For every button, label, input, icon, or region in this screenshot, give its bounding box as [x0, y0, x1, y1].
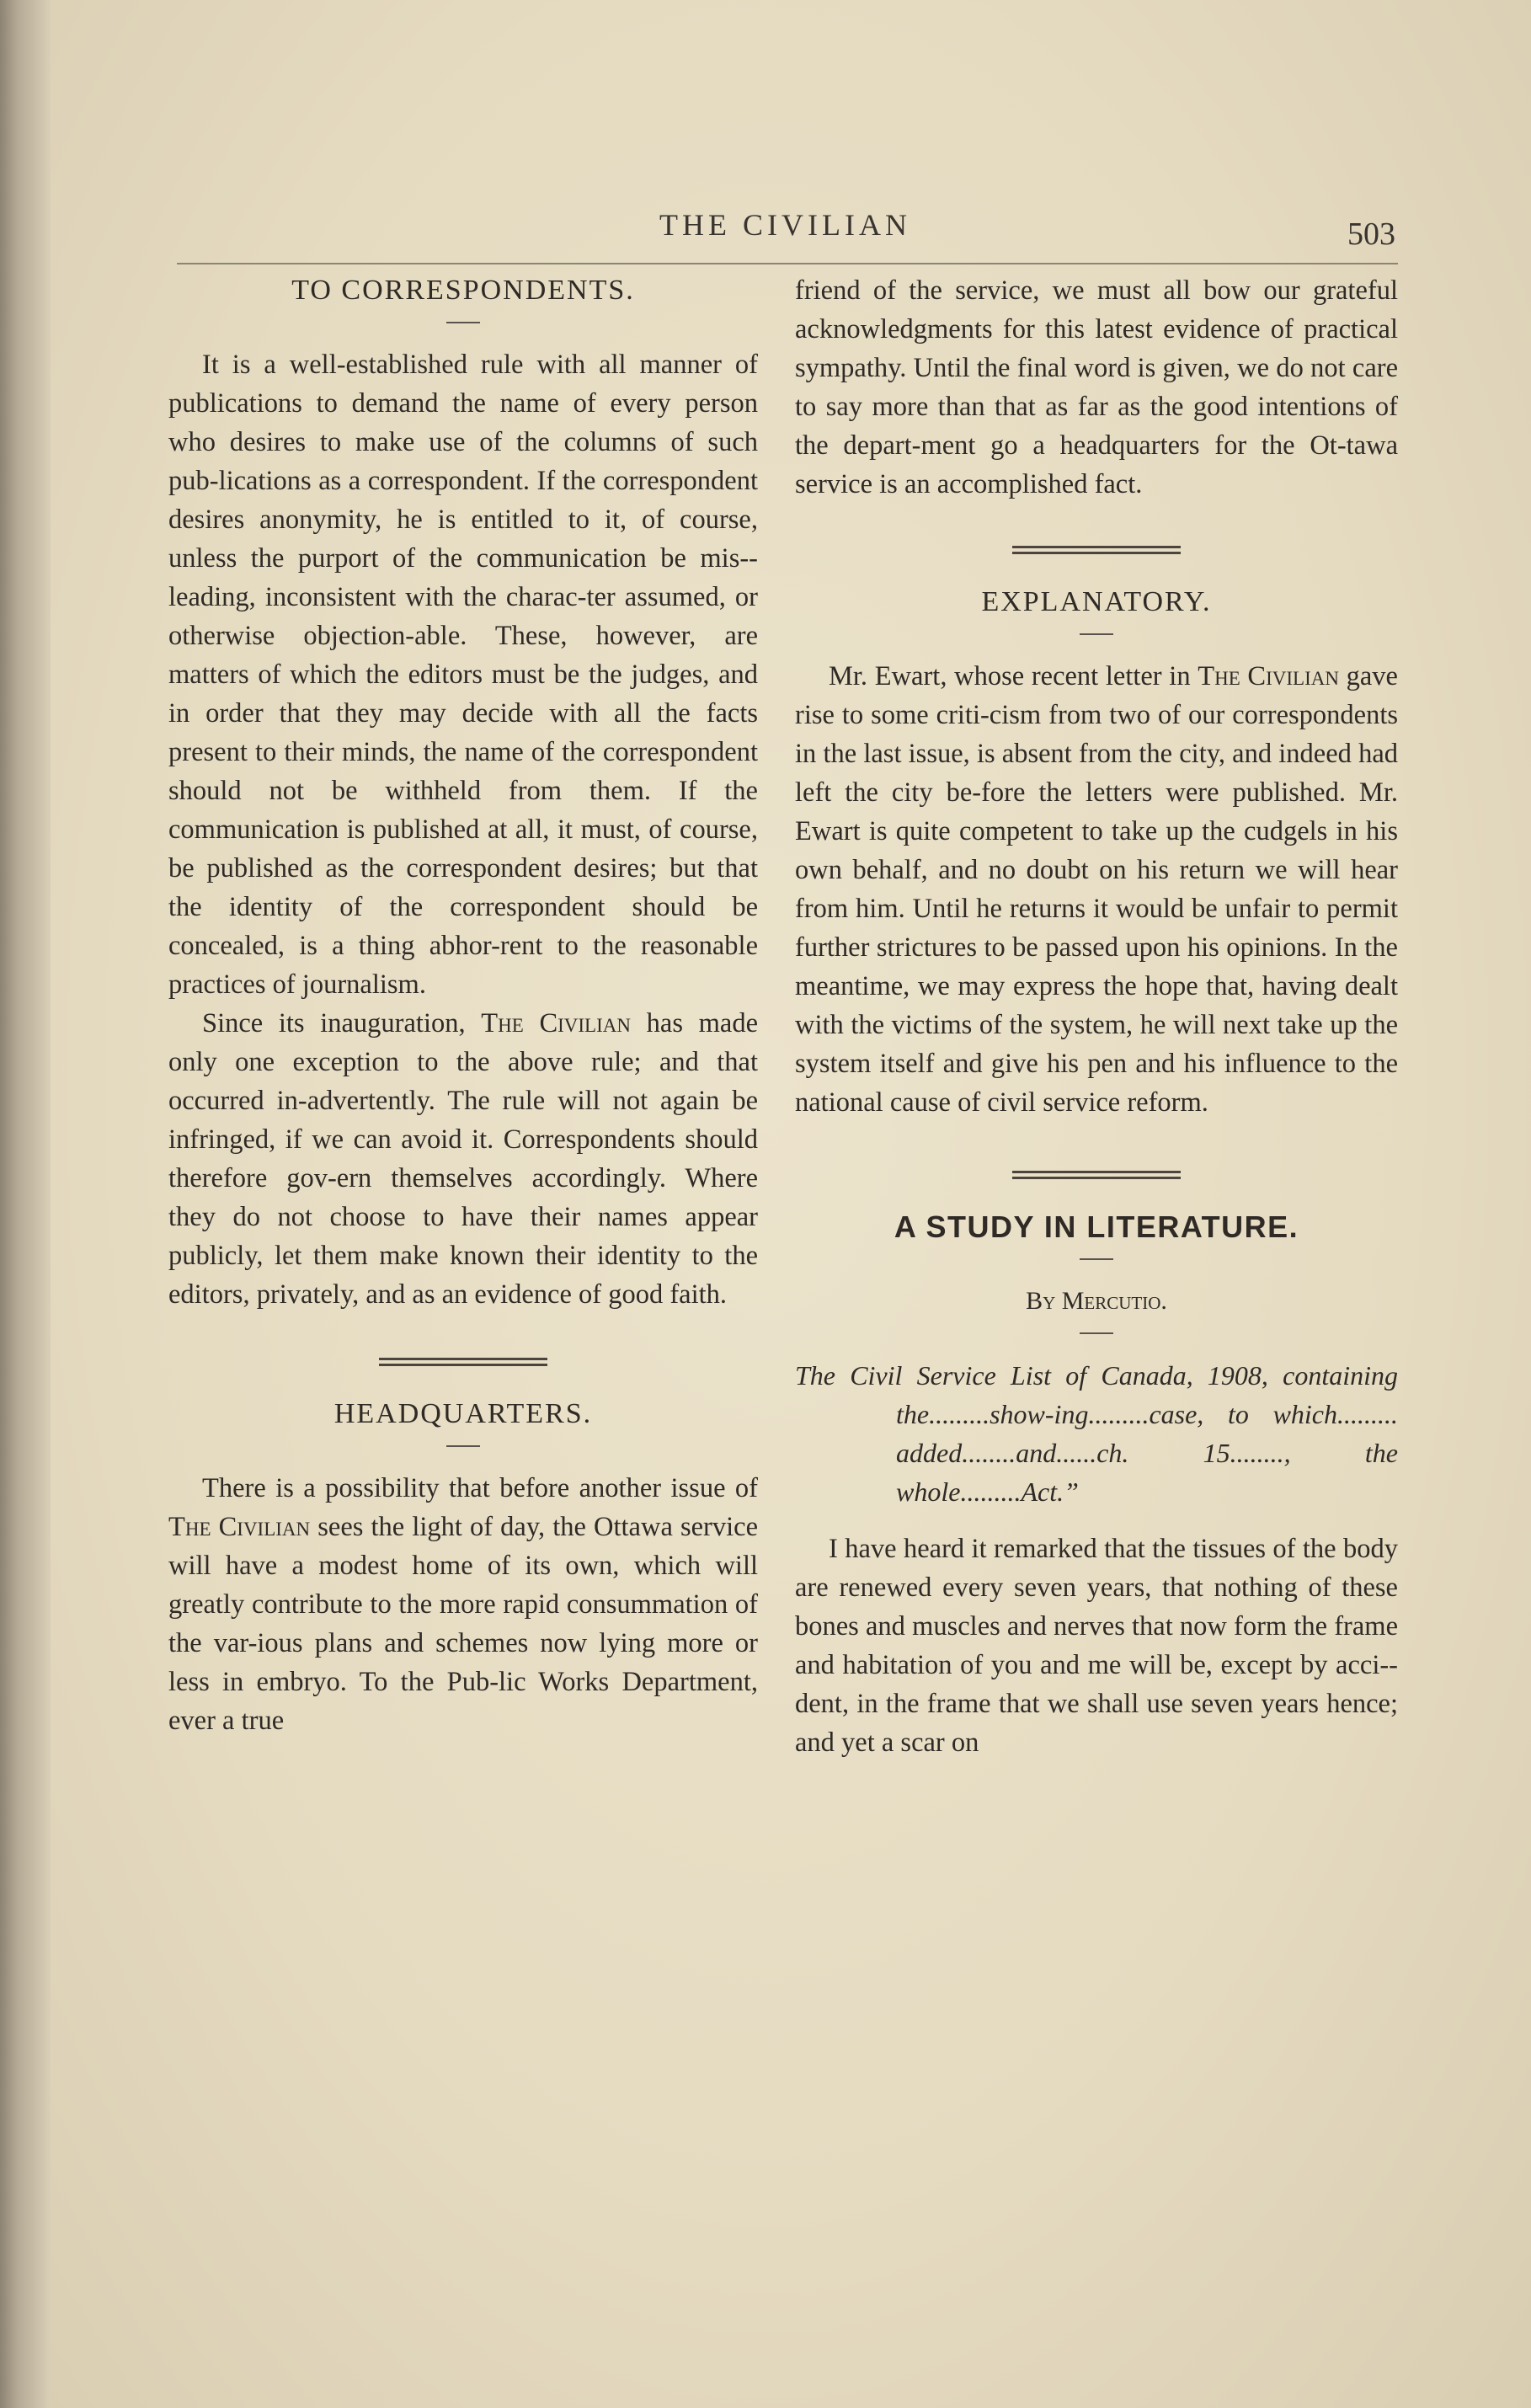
right-column: [795, 271, 1398, 1762]
byline: By Mercutio.: [1026, 1287, 1167, 1315]
paragraph: Mr. Ewart, whose recent letter in The Civilian gave rise to some criti-cism from two of our correspondents in the last issue, is absent from the city, and indeed had left the city be-fore the letters were published. Mr. Ewart is quite competent to take up the cudgels in his own behalf, and no doubt on his return we will hear from him. Until he returns it would be unfair to permit further strictures to be passed upon his opinions. In the meantime, we may express the hope that, having dealt with the victims of the system, he will next take up the system itself and give his pen and his influence to the national cause of civil service reform.: [795, 661, 1398, 1118]
heading-dash: [446, 1445, 480, 1447]
page-number: 503: [1347, 216, 1395, 252]
publication-title: The Civilian: [481, 1008, 631, 1038]
paragraph-continued: friend of the service, we must all bow our grateful acknowledgments for this latest evidence of practical sympathy. Until the final word is given, we do not care to say more than that as far as the good intentions of the depart-ment go a headquarters for the Ot-tawa service is an accomplished fact.: [795, 275, 1398, 499]
byline-dash: [1080, 1332, 1113, 1334]
article-study-in-literature: [795, 1208, 1398, 1762]
article-headquarters: [168, 1395, 758, 1740]
heading-dash: [1080, 633, 1113, 635]
section-divider: [1012, 1171, 1181, 1179]
header-rule: [177, 263, 1398, 264]
heading-dash: [1080, 1258, 1113, 1260]
page-header: [0, 200, 1531, 251]
running-title: THE CIVILIAN: [659, 208, 911, 242]
paragraph: Since its inauguration, The Civilian has made only one exception to the above rule; and that occurred in-advertently. The rule will not again be infringed, if we can avoid it. Correspondents should therefore gov-ern themselves accordingly. Where they do not choose to have their names appear publicly, let them make known their identity to the editors, privately, and as an evidence of good faith.: [168, 1008, 758, 1310]
epigraph: The Civil Service List of Canada, 1908, containing the.........show-ing.........case, to which......... added........and......ch. 15........, the whole.........Act.”: [795, 1360, 1398, 1507]
left-column: [168, 271, 758, 1740]
article-explanatory: [795, 583, 1398, 1122]
article-to-correspondents: [168, 271, 758, 1314]
article-heading-study-in-literature: A STUDY IN LITERATURE.: [894, 1209, 1299, 1244]
page-binding-edge: [0, 0, 51, 2408]
article-heading-to-correspondents: TO CORRESPONDENTS.: [291, 275, 635, 306]
article-heading-explanatory: EXPLANATORY.: [981, 586, 1212, 617]
section-divider: [379, 1358, 547, 1366]
heading-dash: [446, 322, 480, 323]
article-heading-headquarters: HEADQUARTERS.: [333, 1398, 593, 1429]
section-divider: [1012, 546, 1181, 554]
publication-title: The Civilian: [168, 1512, 311, 1542]
publication-title: The Civilian: [1198, 661, 1339, 691]
paragraph: There is a possibility that before another issue of The Civilian sees the light of day, the Ottawa service will have a modest home of its own, which will greatly contribute to the more rapid consummation of the var-ious plans and schemes now lying more or less in embryo. To the Pub-lic Works Department, ever a true: [168, 1473, 759, 1736]
paragraph: I have heard it remarked that the tissues of the body are renewed every seven years, that nothing of these bones and muscles and nerves that now form the frame and habitation of you and me will be, except by acci-dent, in the frame that we shall use seven years hence; and yet a scar on: [795, 1534, 1398, 1758]
paragraph: It is a well-established rule with all manner of publications to demand the name of every person who desires to make use of the columns of such pub-lications as a correspondent. If the correspondent desires anonymity, he is entitled to it, of course, unless the purport of the communication be mis-leading, inconsistent with the charac-ter assumed, or otherwise objection-able. These, however, are matters of which the editors must be the judges, and in order that they may decide with all the facts present to their minds, the name of the correspondent should not be withheld from them. If the communication is published at all, it must, of course, be published as the correspondent desires; but that the identity of the correspondent should be concealed, is a thing abhor-rent to the reasonable practices of journalism.: [168, 350, 758, 1000]
